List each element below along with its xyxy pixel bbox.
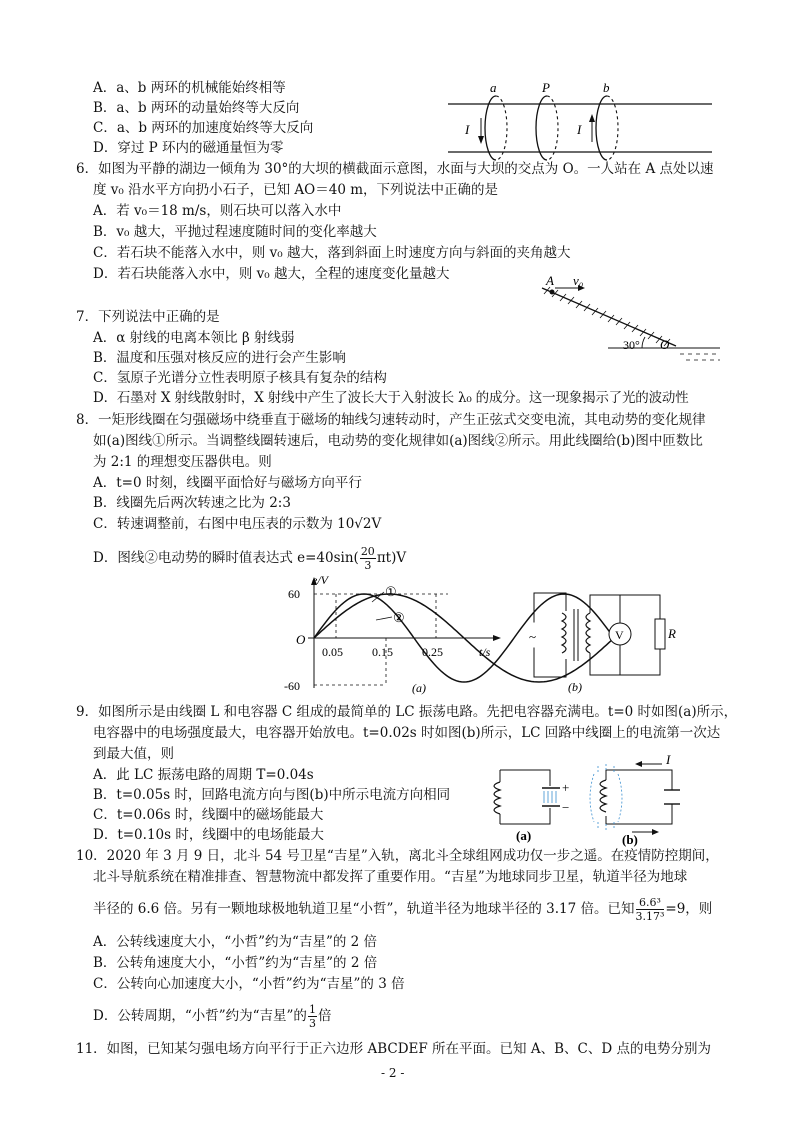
current-arrow-left-icon: [635, 761, 662, 767]
x-tick-0.25: 0.25: [422, 645, 443, 659]
caption-a: (a): [516, 828, 532, 843]
ring-p: [536, 96, 558, 160]
q10-option-a: A．公转线速度大小，“小哲”约为“吉星”的 2 倍: [93, 934, 378, 950]
q11-stem: 11．如图，已知某匀强电场方向平行于正六边形 ABCDEF 所在平面。已知 A、B、C、D 点的电势分别为: [76, 1041, 711, 1057]
q10-stem-line3: 半径的 6.6 倍。另有一颗地球极地轨道卫星“小哲”，轨道半径为地球半径的 3.17 倍。已知 $\frac{\text{6.6³}}{\text{3.17³}}$ =9，则: [93, 896, 713, 923]
q10-option-b: B．公转角速度大小，“小哲”约为“吉星”的 2 倍: [93, 955, 378, 971]
q6-option-b: B．v₀ 越大，平抛过程速度随时间的变化率越大: [93, 224, 377, 240]
caption-b: (b): [622, 832, 638, 847]
ring-a: [485, 96, 507, 160]
q8-emf-chart: [276, 572, 506, 700]
q7-stem: 7．下列说法中正确的是: [76, 309, 220, 325]
q5-option-a: A．a、b 两环的机械能始终相等: [93, 80, 286, 96]
q9-lc-figure: [476, 752, 706, 848]
label-a: A: [546, 273, 554, 288]
label-i-right: I: [577, 122, 582, 137]
q7-option-b: B．温度和压强对核反应的进行会产生影响: [93, 350, 346, 366]
q5-rings-figure: [448, 76, 718, 168]
q8-stem-line3: 为 2:1 的理想变压器供电。则: [93, 454, 272, 470]
q6-stem-line2: 度 v₀ 沿水平方向扔小石子，已知 AO＝40 m，下列说法中正确的是: [93, 182, 498, 198]
y-axis-label: e/V: [312, 573, 328, 587]
caption-b: (b): [568, 680, 582, 694]
lc-circuit-b: [590, 752, 680, 847]
q7-option-a: A．α 射线的电离本领比 β 射线弱: [93, 330, 295, 346]
q9-stem-line2: 电容器中的电场强度最大，电容器开始放电。t=0.02s 时如图(b)所示，LC 回路中线圈上的电流第一次达: [93, 725, 721, 741]
q5-option-b: B．a、b 两环的动量始终等大反向: [93, 100, 300, 116]
q6-stem-line1: 6．如图为平静的湖边一倾角为 30°的大坝的横截面示意图，水面与大坝的交点为 O。一人站在 A 点处以速: [76, 161, 714, 177]
caption-a: (a): [412, 681, 426, 695]
minus-label: −: [562, 800, 570, 815]
voltmeter-label: V: [615, 628, 624, 642]
q10-stem-line1: 10．2020 年 3 月 9 日，北斗 54 号卫星“吉星”入轨，离北斗全球组网成功仅一步之遥。在疫情防控期间，: [76, 848, 719, 864]
origin-label: O: [296, 632, 306, 647]
label-angle: 30°: [623, 338, 640, 352]
label-p: P: [542, 80, 550, 95]
resistor-label: R: [668, 626, 676, 641]
q10-stem-line2: 北斗导航系统在精准排查、智慧物流中都发挥了重要作用。“吉星”为地球同步卫星，轨道半径为地球: [93, 869, 688, 885]
q10-option-d: D．公转周期，“小哲”约为“吉星”的 $\frac{1}{3}$ 倍: [93, 1003, 332, 1030]
q6-option-d: D．若石块能落入水中，则 v₀ 越大，全程的速度变化量越大: [93, 266, 450, 282]
plus-label: +: [562, 780, 570, 795]
q8-option-a: A．t=0 时刻，线圈平面恰好与磁场方向平行: [93, 475, 362, 491]
curve-1-label: ①: [385, 584, 397, 599]
q5-option-c: C．a、b 两环的加速度始终等大反向: [93, 120, 314, 136]
q7-option-d: D．石墨对 X 射线散射时，X 射线中产生了波长大于入射波长 λ₀ 的成分。这一现象揭示了光的波动性: [93, 390, 689, 406]
page-number: - 2 -: [381, 1066, 405, 1080]
current-arrow-up-icon: [589, 114, 595, 142]
q9-stem-line3: 到最大值，则: [93, 746, 174, 762]
x-tick-0.05: 0.05: [322, 645, 343, 659]
x-axis-label: t/s: [479, 645, 491, 659]
q5-option-d: D．穿过 P 环内的磁通量恒为零: [93, 140, 284, 156]
label-o: O: [660, 337, 670, 352]
q7-option-c: C．氢原子光谱分立性表明原子核具有复杂的结构: [93, 370, 387, 386]
label-i-left: I: [465, 122, 470, 137]
resistor-icon: [655, 619, 665, 649]
y-tick-60: 60: [288, 587, 300, 601]
q8-option-d: D．图线②电动势的瞬时值表达式 e=40sin( $\frac{20}{3}$ πt)V: [93, 545, 407, 572]
current-label: I: [666, 752, 671, 767]
q9-option-a: A．此 LC 振荡电路的周期 T=0.04s: [93, 767, 314, 783]
q8-stem-line1: 8．一矩形线圈在匀强磁场中绕垂直于磁场的轴线匀速转动时，产生正弦式交变电流，其电动势的变化规律: [76, 412, 706, 428]
x-tick-0.15: 0.15: [372, 645, 393, 659]
q9-option-c: C．t=0.06s 时，线圈中的磁场能最大: [93, 807, 324, 823]
curve-2-label: ②: [393, 610, 405, 625]
y-tick-neg60: -60: [284, 679, 300, 693]
q8-option-b: B．线圈先后两次转速之比为 2:3: [93, 495, 291, 511]
q10-option-c: C．公转向心加速度大小，“小哲”约为“吉星”的 3 倍: [93, 976, 405, 992]
label-v0: v₀: [573, 273, 584, 288]
ac-source-icon: ~: [529, 629, 537, 644]
q9-option-b: B．t=0.05s 时，回路电流方向与图(b)中所示电流方向相同: [93, 787, 451, 803]
q8-option-c: C．转速调整前，右图中电压表的示数为 10√2V: [93, 516, 382, 532]
label-a: a: [490, 80, 497, 95]
q9-stem-line1: 9．如图所示是由线圈 L 和电容器 C 组成的最简单的 LC 振荡电路。先把电容器充满电。t=0 时如图(a)所示，: [76, 704, 738, 720]
q8-transformer-circuit: [526, 585, 686, 697]
ring-b: [596, 96, 618, 160]
q6-option-c: C．若石块不能落入水中，则 v₀ 越大，落到斜面上时速度方向与斜面的夹角越大: [93, 245, 571, 261]
q9-option-d: D．t=0.10s 时，线圈中的电场能最大: [93, 827, 324, 843]
q6-option-a: A．若 v₀＝18 m/s，则石块可以落入水中: [93, 203, 342, 219]
current-arrow-down-icon: [478, 118, 484, 144]
label-b: b: [603, 80, 610, 95]
lc-circuit-a: [494, 770, 569, 843]
q6-dam-figure: [530, 272, 730, 364]
q8-stem-line2: 如(a)图线①所示。当调整线圈转速后，电动势的变化规律如(a)图线②所示。用此线圈给(b)图中匝数比: [93, 433, 703, 449]
